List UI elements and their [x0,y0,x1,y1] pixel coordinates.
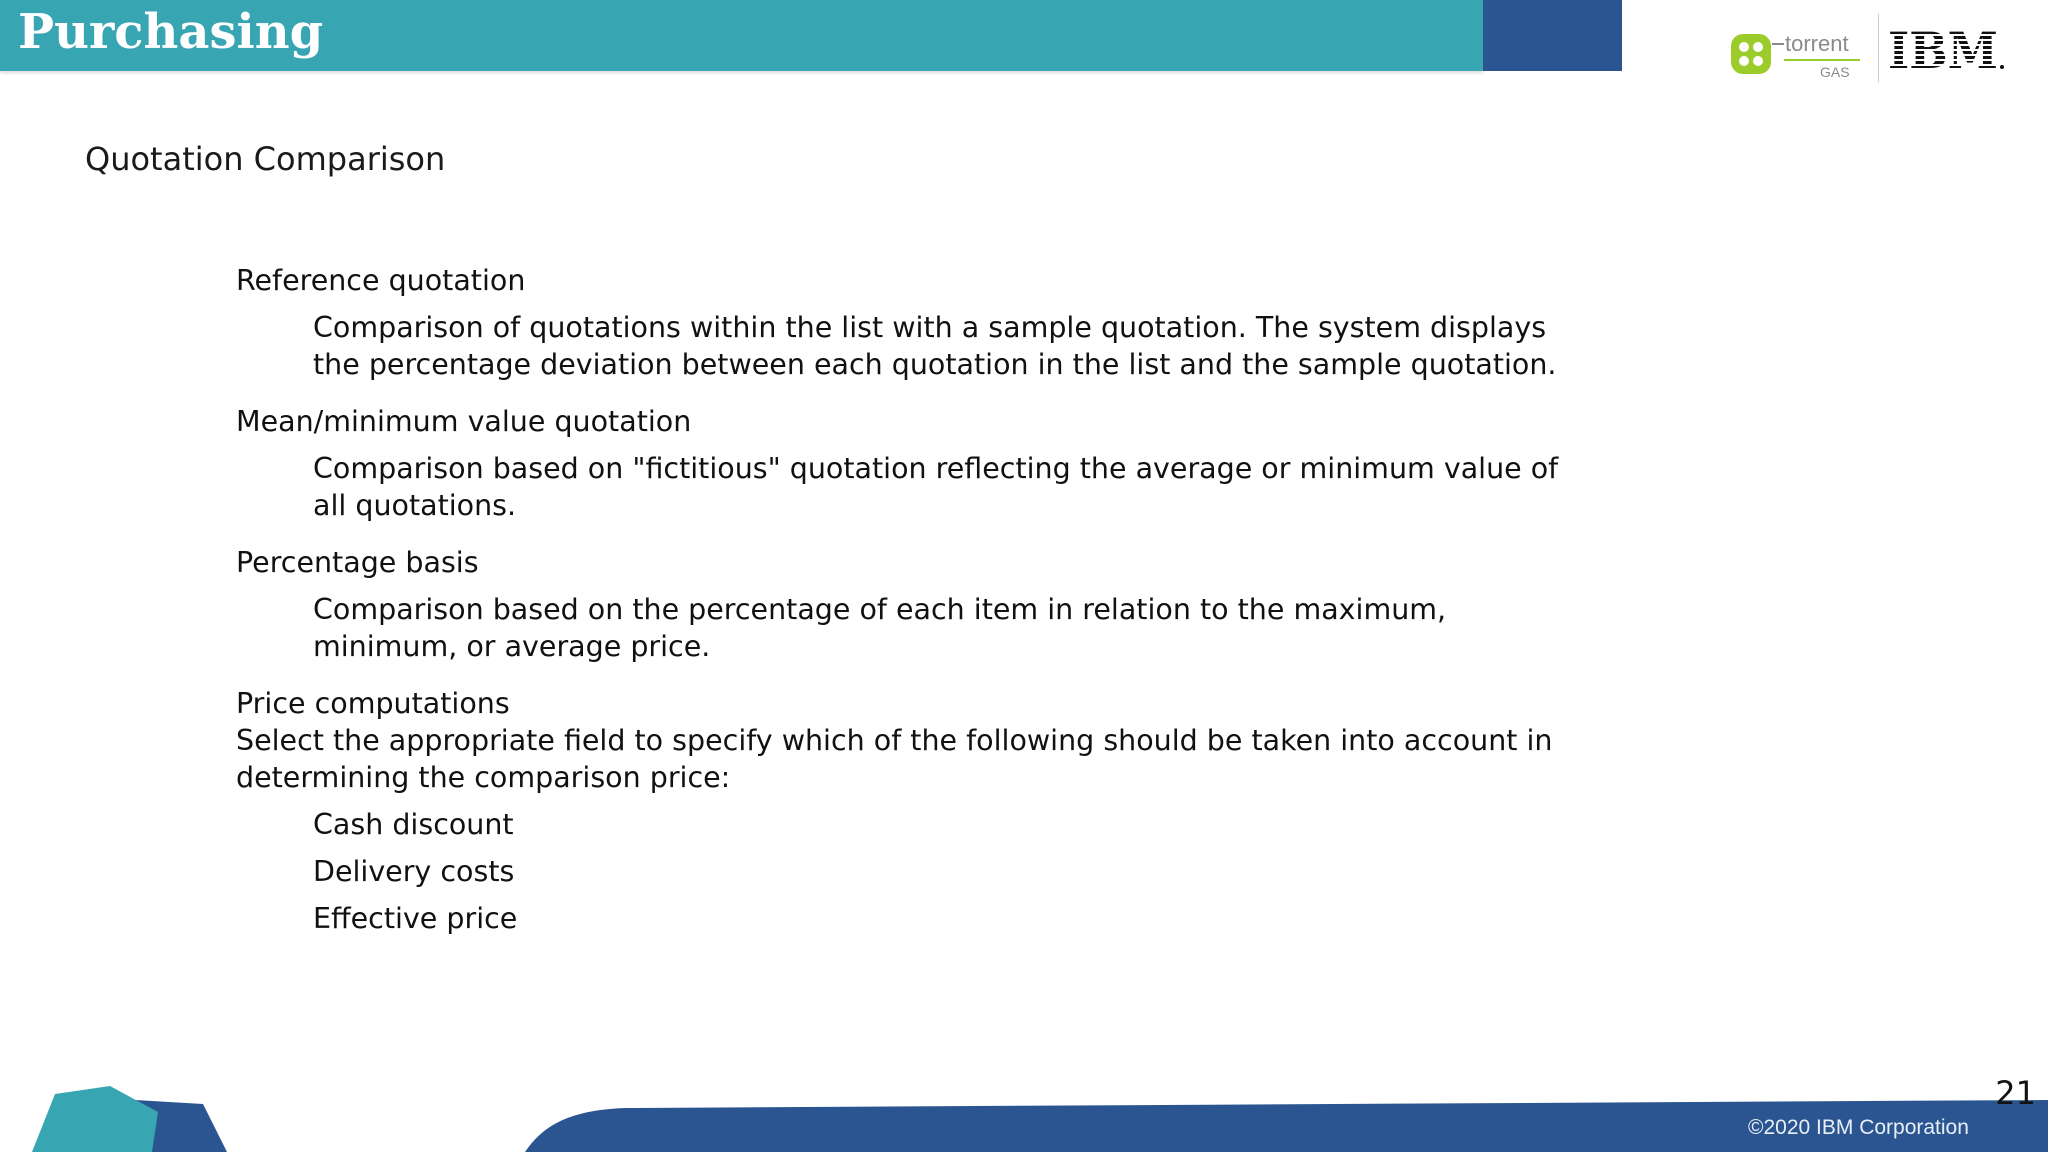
header-accent-block [1483,0,1622,71]
term-mean-minimum-quotation: Mean/minimum value quotation [236,405,692,438]
torrent-logo-mark-icon [1731,34,1771,74]
torrent-gas-logo [1728,26,1868,82]
desc-percentage-basis: Comparison based on the percentage of each item in relation to the maximum, minimum, or average price. [313,593,1447,663]
ibm-logo-text: IBM [1888,26,1998,74]
page-number: 21 [1995,1074,2036,1112]
desc-reference-quotation: Comparison of quotations within the list with a sample quotation. The system displays the percentage deviation between each quotation in the list and the sample quotation. [313,311,1557,381]
content-body [236,262,1566,947]
option-effective-price: Effective price [313,902,518,935]
logo-divider [1878,14,1879,82]
slide-header-title: Purchasing [18,4,324,60]
section-title: Quotation Comparison [85,140,446,178]
copyright-text: ©2020 IBM Corporation [1748,1116,1969,1139]
term-percentage-basis: Percentage basis [236,546,479,579]
footer-teal-shape [32,1086,158,1152]
price-computations-text: Select the appropriate field to specify which of the following should be taken into account in determining the comparison price: [236,724,1553,794]
term-price-computations: Price computations [236,687,510,720]
ibm-logo [1888,26,2006,74]
torrent-logo-text: torrent [1785,31,1849,56]
desc-mean-minimum-quotation: Comparison based on "fictitious" quotation reflecting the average or minimum value of all quotations. [313,452,1559,522]
term-reference-quotation: Reference quotation [236,264,526,297]
option-delivery-costs: Delivery costs [313,855,515,888]
price-options-list [313,806,1566,937]
torrent-logo-subtext: GAS [1820,64,1850,80]
footer-decoration [0,1080,2048,1152]
option-cash-discount: Cash discount [313,808,514,841]
